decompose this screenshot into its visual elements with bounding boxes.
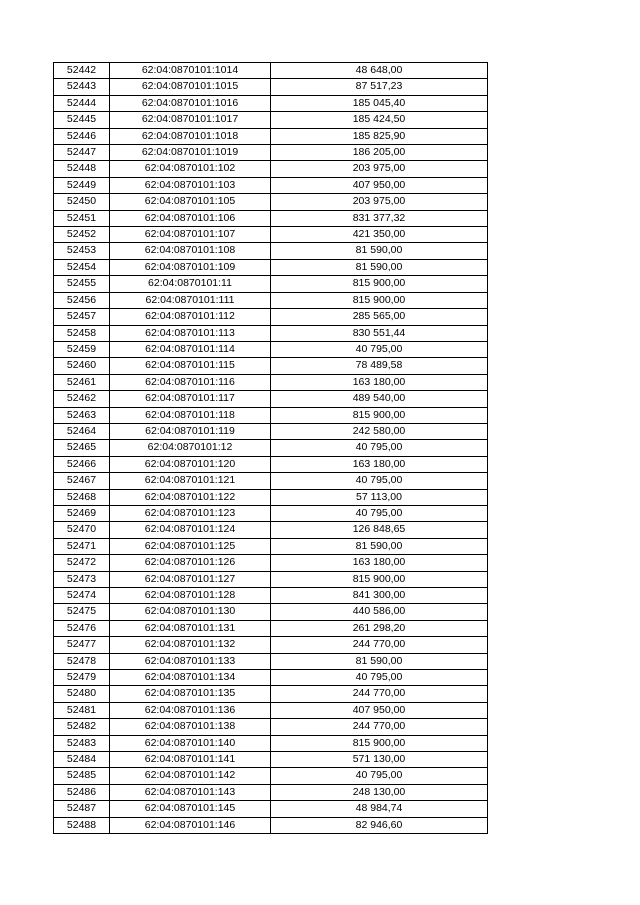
cadastral-number-cell: 62:04:0870101:111 — [110, 292, 271, 308]
row-number-cell: 52481 — [54, 702, 110, 718]
row-number-cell: 52461 — [54, 374, 110, 390]
cadastral-value-cell: 57 113,00 — [271, 489, 488, 505]
table-row — [54, 620, 488, 636]
row-number-cell: 52466 — [54, 456, 110, 472]
cadastral-value-table — [53, 62, 488, 834]
row-number-cell: 52444 — [54, 95, 110, 111]
cadastral-value-cell: 242 580,00 — [271, 423, 488, 439]
row-number-cell: 52442 — [54, 63, 110, 79]
cadastral-number-cell: 62:04:0870101:1018 — [110, 128, 271, 144]
table-row — [54, 489, 488, 505]
table-row — [54, 604, 488, 620]
row-number-cell: 52446 — [54, 128, 110, 144]
cadastral-number-cell: 62:04:0870101:121 — [110, 473, 271, 489]
cadastral-number-cell: 62:04:0870101:1019 — [110, 145, 271, 161]
table-row — [54, 227, 488, 243]
row-number-cell: 52452 — [54, 227, 110, 243]
row-number-cell: 52470 — [54, 522, 110, 538]
cadastral-number-cell: 62:04:0870101:115 — [110, 358, 271, 374]
cadastral-number-cell: 62:04:0870101:1016 — [110, 95, 271, 111]
cadastral-number-cell: 62:04:0870101:103 — [110, 177, 271, 193]
cadastral-number-cell: 62:04:0870101:122 — [110, 489, 271, 505]
cadastral-value-cell: 285 565,00 — [271, 309, 488, 325]
table-row — [54, 309, 488, 325]
cadastral-value-cell: 407 950,00 — [271, 177, 488, 193]
cadastral-value-cell: 421 350,00 — [271, 227, 488, 243]
cadastral-value-cell: 126 848,65 — [271, 522, 488, 538]
row-number-cell: 52468 — [54, 489, 110, 505]
row-number-cell: 52450 — [54, 194, 110, 210]
cadastral-number-cell: 62:04:0870101:126 — [110, 555, 271, 571]
table-row — [54, 505, 488, 521]
table-row — [54, 588, 488, 604]
table-row — [54, 391, 488, 407]
table-row — [54, 259, 488, 275]
cadastral-value-cell: 40 795,00 — [271, 670, 488, 686]
cadastral-value-cell: 203 975,00 — [271, 161, 488, 177]
cadastral-number-cell: 62:04:0870101:105 — [110, 194, 271, 210]
cadastral-number-cell: 62:04:0870101:145 — [110, 801, 271, 817]
cadastral-number-cell: 62:04:0870101:120 — [110, 456, 271, 472]
row-number-cell: 52484 — [54, 752, 110, 768]
table-row — [54, 735, 488, 751]
table-row — [54, 210, 488, 226]
table-body — [54, 63, 488, 834]
table-row — [54, 670, 488, 686]
table-row — [54, 752, 488, 768]
row-number-cell: 52482 — [54, 719, 110, 735]
cadastral-value-cell: 185 045,40 — [271, 95, 488, 111]
row-number-cell: 52459 — [54, 341, 110, 357]
row-number-cell: 52479 — [54, 670, 110, 686]
row-number-cell: 52465 — [54, 440, 110, 456]
cadastral-value-cell: 81 590,00 — [271, 653, 488, 669]
cadastral-number-cell: 62:04:0870101:138 — [110, 719, 271, 735]
cadastral-number-cell: 62:04:0870101:114 — [110, 341, 271, 357]
table-row — [54, 79, 488, 95]
cadastral-value-cell: 185 825,90 — [271, 128, 488, 144]
row-number-cell: 52453 — [54, 243, 110, 259]
table-row — [54, 407, 488, 423]
cadastral-number-cell: 62:04:0870101:136 — [110, 702, 271, 718]
cadastral-value-cell: 203 975,00 — [271, 194, 488, 210]
row-number-cell: 52483 — [54, 735, 110, 751]
row-number-cell: 52457 — [54, 309, 110, 325]
table-row — [54, 95, 488, 111]
cadastral-value-cell: 163 180,00 — [271, 555, 488, 571]
table-row — [54, 145, 488, 161]
table-row — [54, 128, 488, 144]
cadastral-value-cell: 40 795,00 — [271, 341, 488, 357]
cadastral-number-cell: 62:04:0870101:117 — [110, 391, 271, 407]
table-row — [54, 456, 488, 472]
table-row — [54, 341, 488, 357]
cadastral-value-cell: 185 424,50 — [271, 112, 488, 128]
row-number-cell: 52469 — [54, 505, 110, 521]
cadastral-value-cell: 815 900,00 — [271, 407, 488, 423]
cadastral-number-cell: 62:04:0870101:146 — [110, 817, 271, 833]
cadastral-value-cell: 244 770,00 — [271, 686, 488, 702]
cadastral-number-cell: 62:04:0870101:11 — [110, 276, 271, 292]
table-row — [54, 637, 488, 653]
cadastral-number-cell: 62:04:0870101:1017 — [110, 112, 271, 128]
table-row — [54, 571, 488, 587]
cadastral-value-cell: 244 770,00 — [271, 719, 488, 735]
cadastral-value-cell: 81 590,00 — [271, 538, 488, 554]
row-number-cell: 52488 — [54, 817, 110, 833]
cadastral-number-cell: 62:04:0870101:125 — [110, 538, 271, 554]
table-row — [54, 784, 488, 800]
row-number-cell: 52463 — [54, 407, 110, 423]
row-number-cell: 52487 — [54, 801, 110, 817]
table-row — [54, 194, 488, 210]
cadastral-value-cell: 186 205,00 — [271, 145, 488, 161]
cadastral-value-cell: 81 590,00 — [271, 259, 488, 275]
cadastral-value-cell: 830 551,44 — [271, 325, 488, 341]
row-number-cell: 52447 — [54, 145, 110, 161]
cadastral-number-cell: 62:04:0870101:107 — [110, 227, 271, 243]
row-number-cell: 52473 — [54, 571, 110, 587]
cadastral-number-cell: 62:04:0870101:109 — [110, 259, 271, 275]
cadastral-value-cell: 489 540,00 — [271, 391, 488, 407]
cadastral-number-cell: 62:04:0870101:142 — [110, 768, 271, 784]
row-number-cell: 52477 — [54, 637, 110, 653]
row-number-cell: 52476 — [54, 620, 110, 636]
cadastral-number-cell: 62:04:0870101:141 — [110, 752, 271, 768]
cadastral-value-cell: 82 946,60 — [271, 817, 488, 833]
table-row — [54, 440, 488, 456]
cadastral-value-cell: 815 900,00 — [271, 735, 488, 751]
table-row — [54, 653, 488, 669]
row-number-cell: 52443 — [54, 79, 110, 95]
cadastral-number-cell: 62:04:0870101:1014 — [110, 63, 271, 79]
table-row — [54, 555, 488, 571]
row-number-cell: 52455 — [54, 276, 110, 292]
cadastral-value-cell: 440 586,00 — [271, 604, 488, 620]
cadastral-value-cell: 40 795,00 — [271, 473, 488, 489]
table-row — [54, 276, 488, 292]
table-row — [54, 423, 488, 439]
table-row — [54, 63, 488, 79]
cadastral-number-cell: 62:04:0870101:113 — [110, 325, 271, 341]
row-number-cell: 52445 — [54, 112, 110, 128]
row-number-cell: 52454 — [54, 259, 110, 275]
cadastral-value-cell: 815 900,00 — [271, 292, 488, 308]
row-number-cell: 52451 — [54, 210, 110, 226]
row-number-cell: 52474 — [54, 588, 110, 604]
row-number-cell: 52460 — [54, 358, 110, 374]
cadastral-value-cell: 163 180,00 — [271, 456, 488, 472]
row-number-cell: 52480 — [54, 686, 110, 702]
cadastral-number-cell: 62:04:0870101:102 — [110, 161, 271, 177]
table-row — [54, 374, 488, 390]
cadastral-value-cell: 815 900,00 — [271, 276, 488, 292]
cadastral-value-cell: 815 900,00 — [271, 571, 488, 587]
table-row — [54, 801, 488, 817]
cadastral-value-cell: 407 950,00 — [271, 702, 488, 718]
cadastral-value-cell: 163 180,00 — [271, 374, 488, 390]
cadastral-value-cell: 40 795,00 — [271, 440, 488, 456]
table-row — [54, 112, 488, 128]
table-row — [54, 243, 488, 259]
row-number-cell: 52485 — [54, 768, 110, 784]
cadastral-number-cell: 62:04:0870101:130 — [110, 604, 271, 620]
cadastral-number-cell: 62:04:0870101:127 — [110, 571, 271, 587]
cadastral-value-cell: 40 795,00 — [271, 768, 488, 784]
table-row — [54, 325, 488, 341]
cadastral-number-cell: 62:04:0870101:140 — [110, 735, 271, 751]
row-number-cell: 52486 — [54, 784, 110, 800]
table-row — [54, 358, 488, 374]
cadastral-number-cell: 62:04:0870101:128 — [110, 588, 271, 604]
row-number-cell: 52462 — [54, 391, 110, 407]
row-number-cell: 52475 — [54, 604, 110, 620]
row-number-cell: 52467 — [54, 473, 110, 489]
cadastral-number-cell: 62:04:0870101:106 — [110, 210, 271, 226]
cadastral-value-cell: 81 590,00 — [271, 243, 488, 259]
table-row — [54, 817, 488, 833]
cadastral-number-cell: 62:04:0870101:1015 — [110, 79, 271, 95]
cadastral-number-cell: 62:04:0870101:131 — [110, 620, 271, 636]
table-row — [54, 292, 488, 308]
cadastral-value-cell: 571 130,00 — [271, 752, 488, 768]
cadastral-value-cell: 261 298,20 — [271, 620, 488, 636]
cadastral-number-cell: 62:04:0870101:12 — [110, 440, 271, 456]
table-row — [54, 538, 488, 554]
cadastral-number-cell: 62:04:0870101:119 — [110, 423, 271, 439]
table-row — [54, 177, 488, 193]
cadastral-value-cell: 244 770,00 — [271, 637, 488, 653]
cadastral-number-cell: 62:04:0870101:132 — [110, 637, 271, 653]
cadastral-value-cell: 48 648,00 — [271, 63, 488, 79]
table-row — [54, 473, 488, 489]
row-number-cell: 52458 — [54, 325, 110, 341]
cadastral-number-cell: 62:04:0870101:124 — [110, 522, 271, 538]
cadastral-value-cell: 48 984,74 — [271, 801, 488, 817]
cadastral-number-cell: 62:04:0870101:116 — [110, 374, 271, 390]
cadastral-number-cell: 62:04:0870101:118 — [110, 407, 271, 423]
cadastral-value-cell: 248 130,00 — [271, 784, 488, 800]
table-row — [54, 719, 488, 735]
cadastral-number-cell: 62:04:0870101:143 — [110, 784, 271, 800]
cadastral-number-cell: 62:04:0870101:123 — [110, 505, 271, 521]
cadastral-number-cell: 62:04:0870101:135 — [110, 686, 271, 702]
cadastral-value-cell: 87 517,23 — [271, 79, 488, 95]
cadastral-value-cell: 78 489,58 — [271, 358, 488, 374]
row-number-cell: 52449 — [54, 177, 110, 193]
table-row — [54, 768, 488, 784]
row-number-cell: 52464 — [54, 423, 110, 439]
cadastral-number-cell: 62:04:0870101:108 — [110, 243, 271, 259]
table-row — [54, 686, 488, 702]
cadastral-number-cell: 62:04:0870101:112 — [110, 309, 271, 325]
row-number-cell: 52471 — [54, 538, 110, 554]
row-number-cell: 52478 — [54, 653, 110, 669]
table-row — [54, 161, 488, 177]
row-number-cell: 52456 — [54, 292, 110, 308]
cadastral-number-cell: 62:04:0870101:134 — [110, 670, 271, 686]
table-row — [54, 702, 488, 718]
row-number-cell: 52472 — [54, 555, 110, 571]
cadastral-value-cell: 831 377,32 — [271, 210, 488, 226]
cadastral-value-cell: 40 795,00 — [271, 505, 488, 521]
row-number-cell: 52448 — [54, 161, 110, 177]
cadastral-value-cell: 841 300,00 — [271, 588, 488, 604]
table-row — [54, 522, 488, 538]
cadastral-number-cell: 62:04:0870101:133 — [110, 653, 271, 669]
